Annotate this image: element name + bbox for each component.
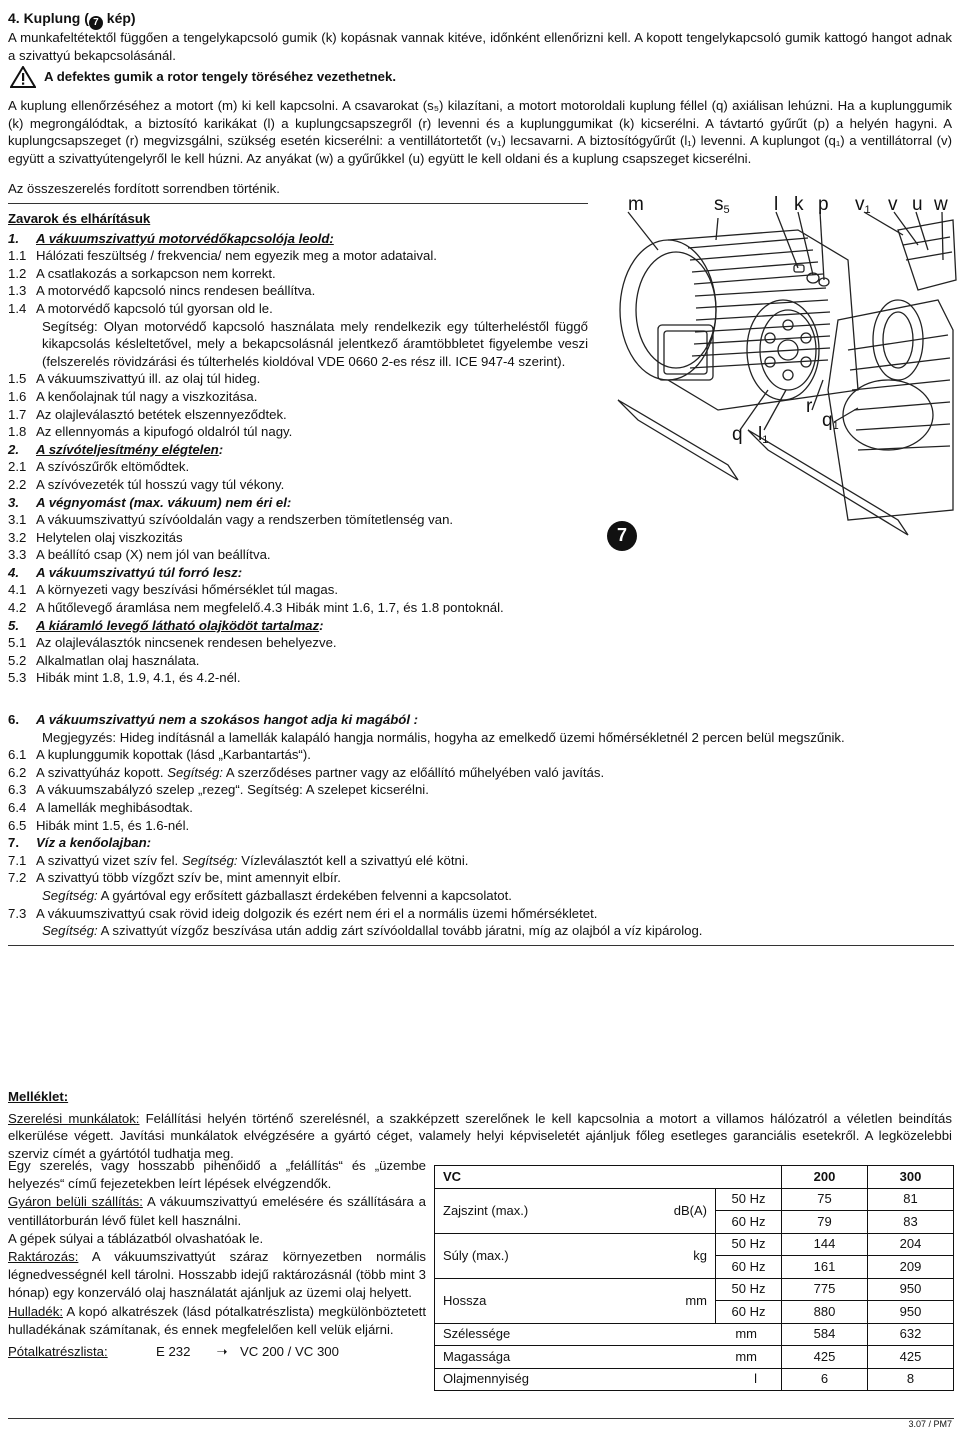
list-item: 4.2 A hűtőlevegő áramlása nem megfelelő.4.3 Hibák mint 1.6, 1.7, és 1.8 pontoknál.: [8, 600, 504, 616]
list-item: 7.2 A szivattyú több vízgőzt szív be, mint amennyit elbír.: [8, 870, 341, 886]
label-v: v: [888, 194, 898, 215]
table-row: 60 Hz 161 209: [435, 1256, 954, 1279]
list-item: 1.7 Az olajleválasztó betétek elszennyeződtek.: [8, 406, 287, 422]
list-item: 6.1 A kuplunggumik kopottak (lásd „Karbantartás“).: [8, 747, 311, 763]
pump-coupling-drawing: [598, 190, 958, 550]
storage-text: Raktározás: A vákuumszivattyút száraz környezetben normális légnedvességnél kell tárolni. Hosszabb idejű raktározásnál (több mint 3 hónap) egy konzerváló olaj használatát ajánljuk az üzemi olaj helyett.: [8, 1249, 426, 1301]
list-item: 3.3 A beállító csap (X) nem jól van beállítva.: [8, 547, 271, 563]
table-row: Magassága mm 425 425: [435, 1346, 954, 1369]
list-item: 1.2 A csatlakozás a sorkapcson nem korrekt.: [8, 265, 276, 281]
coupling-figure: [598, 190, 958, 550]
help-text: Segítség: Olyan motorvédő kapcsoló használata mely rendelkezik egy túlterheléstől függő kikapcsolás késleltetővel, mely a bekapcsolásnál jelentkező áramtöbbletet figyelembe veszi (felszerelés rövidzárási és túlterhelés kioldóval VDE 0660 2-es rész ill. ICE 947-4 szerint).: [42, 318, 588, 369]
startup-text: Egy szerelés, vagy hosszabb pihenőidő a „felállítás“ és „üzembe helyezés“ című fejezetekben leírt lépések elvégzendők.: [8, 1158, 426, 1192]
label-m: m: [628, 194, 644, 215]
label-q1: $q_1$: [822, 410, 839, 432]
table-row: Zajszint (max.) dB(A) 50 Hz 75 81: [435, 1188, 954, 1211]
label-s5: $s_5$: [714, 194, 730, 216]
list-item: 1.3 A motorvédő kapcsoló nincs rendesen beállítva.: [8, 283, 316, 299]
list-item: 2.1 A szívószűrők eltömődtek.: [8, 459, 190, 475]
troubleshooting: [8, 210, 598, 687]
list-item: 6.2 A szivattyúház kopott. Segítség: A szerződéses partner vagy az előállító műhelyében való javítás.: [8, 764, 605, 780]
table-row: Olajmennyiség l 6 8: [435, 1368, 954, 1391]
list-item: 2.2 A szívóvezeték túl hosszú vagy túl vékony.: [8, 476, 285, 492]
help-text: Segítség: A gyártóval egy erősített gázballaszt érdekében felvenni a kapcsolatot.: [42, 887, 512, 903]
table-row: 60 Hz 79 83: [435, 1211, 954, 1234]
page-footer: 3.07 / PM7: [908, 1419, 952, 1430]
section-title: 4. Kuplung ( 7 kép): [8, 10, 136, 28]
list-item: 7.3 A vákuumszivattyú csak rövid ideig dolgozik és ezért nem éri el a normális üzemi hőmérsékletet.: [8, 905, 598, 921]
label-p: p: [818, 194, 829, 215]
appendix-left: [8, 1157, 426, 1361]
group-3-title: 3. A végnyomást (max. vákuum) nem éri el:: [8, 494, 292, 510]
arrow-icon: ➝: [216, 1344, 228, 1360]
label-w: w: [934, 194, 948, 215]
group-5-title: 5. A kiáramló levegő látható olajködöt tartalmaz :: [8, 617, 324, 633]
group-4-title: 4. A vákuumszivattyú túl forró lesz:: [8, 564, 243, 580]
list-item: 6.4 A lamellák meghibásodtak.: [8, 799, 193, 815]
label-q: q: [732, 424, 743, 445]
note-text: Megjegyzés: Hideg indításnál a lamellák kalapáló hangja normális, hogyha az emelkedő üzemi hőmérsékletnél 2 percen belül megszűnik.: [42, 729, 845, 745]
label-l1: $l_1$: [758, 424, 769, 446]
waste-text: Hulladék: A kopó alkatrészek (lásd pótalkatrészlista) megkülönböztetett hulladékának számítanak, és ennek megfelelően kell velük eljárni.: [8, 1303, 426, 1337]
group-6-title: 6. A vákuumszivattyú nem a szokásos hangot adja ki magából :: [8, 712, 419, 727]
appendix: [8, 1088, 952, 1162]
list-item: 5.3 Hibák mint 1.8, 1.9, 4.1, és 4.2-nél.: [8, 670, 241, 686]
weight-text: A gépek súlyai a táblázatból olvashatóak le.: [8, 1230, 264, 1246]
appendix-title: Melléklet:: [8, 1089, 69, 1104]
list-item: 1.8 Az ellennyomás a kipufogó oldalról túl nagy.: [8, 424, 293, 440]
list-item: 3.2 Helytelen olaj viszkozitás: [8, 529, 183, 545]
parts-list: Pótalkatrészlista: E 232 ➝ VC 200 / VC 300: [8, 1343, 426, 1361]
help-text: Segítség: A szivattyút vízgőz beszívása után addig zárt szívóoldallal tovább járatni, míg az olajból a víz kipárolog.: [42, 923, 703, 939]
group-2-title: 2. A szívóteljesítmény elégtelen :: [8, 441, 224, 457]
install-text: Szerelési munkálatok: Felállítási helyén történő szerelésnél, a szakképzett szerelőnek le kell kapcsolnia a motort a villamos hálózatról a véletlen beindítás elkerülése végett. Javítási munkálatok elvégzésére a gyártó céget, valamely helyi képviseletét ajánljuk főleg esetleges garanciális esetekről. A legközelebbi szerviz címét a gyártótól tudhatja meg.: [8, 1110, 952, 1161]
list-item: 7.1 A szivattyú vizet szív fel. Segítség: Vízleválasztót kell a szivattyú elé kötni.: [8, 852, 469, 868]
divider: [8, 945, 954, 946]
list-item: 5.1 Az olajleválasztók nincsenek rendesen behelyezve.: [8, 635, 337, 651]
group-7-title: 7. Víz a kenőolajban:: [8, 835, 152, 851]
divider: [8, 203, 588, 204]
coupling-body-text: A kuplung ellenőrzéséhez a motort (m) ki kell kapcsolni. A csavarokat (s₅) kilazítani, a motort motoroldali kuplung féllel (q) axiálisan lehúzni. Ha a kuplunggumik (k) megrongálódtak, a biztosító karikákat (l) a kuplungcsapszegről (r) levenni és a kuplunggumikat (k) kicserélni. A távtartó gyűrűt (p) a helyén hagyni. A kuplungcsapszeget (r) megvizsgálni, szükség esetén kicserélni: a ventillátortetőt (v₁) lecsavarni. A biztosítógyűrűt (l₁) levenni. A kuplungot (q₁) a ventillátorral (v) együtt a szivattyútengelyről le kell húzni. Az anyákat (w) a gyűrűkkel (u) együtt le kell oldani és a kuplung csapszeget kicserélni.: [8, 98, 952, 166]
list-item: 1.5 A vákuumszivattyú ill. az olaj túl hideg.: [8, 371, 261, 387]
table-row: VC 200 300: [435, 1166, 954, 1189]
table-row: Szélessége mm 584 632: [435, 1323, 954, 1346]
list-item: 3.1 A vákuumszivattyú szívóoldalán vagy a rendszerben tömítetlenség van.: [8, 512, 454, 528]
label-v1: $v_1$: [855, 194, 871, 216]
label-r: r: [806, 396, 813, 417]
label-k: k: [794, 194, 804, 215]
warning-triangle-icon: [10, 66, 36, 88]
intro-text: A munkafeltétektől függően a tengelykapcsoló gumik (k) kopásnak vannak kitéve, időnként ellenőrizni kell. A kopott tengelykapcsoló gumik kattogó hangot adnak a szivattyú bekapcsolásánál.: [8, 30, 952, 63]
figure-number-badge: 7: [607, 521, 637, 551]
list-item: 5.2 Alkalmatlan olaj használata.: [8, 652, 200, 668]
list-item: 1.4 A motorvédő kapcsoló túl gyorsan old le.: [8, 300, 273, 316]
list-item: 1.1 Hálózati feszültség / frekvencia/ nem egyezik meg a motor adataival.: [8, 248, 437, 264]
table-row: Súly (max.) kg 50 Hz 144 204: [435, 1233, 954, 1256]
spec-table: [434, 1165, 954, 1391]
list-item: 1.6 A kenőolajnak túl nagy a viszkozitása.: [8, 388, 258, 404]
group-1-title: 1. A vákuumszivattyú motorvédőkapcsolója leold:: [8, 230, 334, 246]
label-l: l: [774, 194, 779, 215]
list-item: 6.5 Hibák mint 1.5, és 1.6-nél.: [8, 817, 190, 833]
troubleshooting-title: Zavarok és elhárításuk: [8, 211, 151, 226]
table-row: 60 Hz 880 950: [435, 1301, 954, 1324]
label-u: u: [912, 194, 923, 215]
footer-divider: [8, 1418, 954, 1419]
figure-ref-badge: 7: [89, 16, 103, 30]
list-item: 6.3 A vákuumszabályzó szelep „rezeg“. Segítség: A szelepet kicserélni.: [8, 782, 429, 798]
assembly-text: Az összeszerelés fordított sorrendben történik.: [8, 181, 280, 196]
troubleshooting-cont: [8, 711, 954, 940]
table-row: Hossza mm 50 Hz 775 950: [435, 1278, 954, 1301]
warning-text: A defektes gumik a rotor tengely töréséhez vezethetnek.: [44, 69, 397, 85]
transport-text: Gyáron belüli szállítás: A vákuumszivattyú emelésére és szállítására a ventillátorburán lévő fület kell használni.: [8, 1194, 426, 1228]
list-item: 4.1 A környezeti vagy beszívási hőmérséklet túl magas.: [8, 582, 338, 598]
warning: [10, 66, 396, 88]
